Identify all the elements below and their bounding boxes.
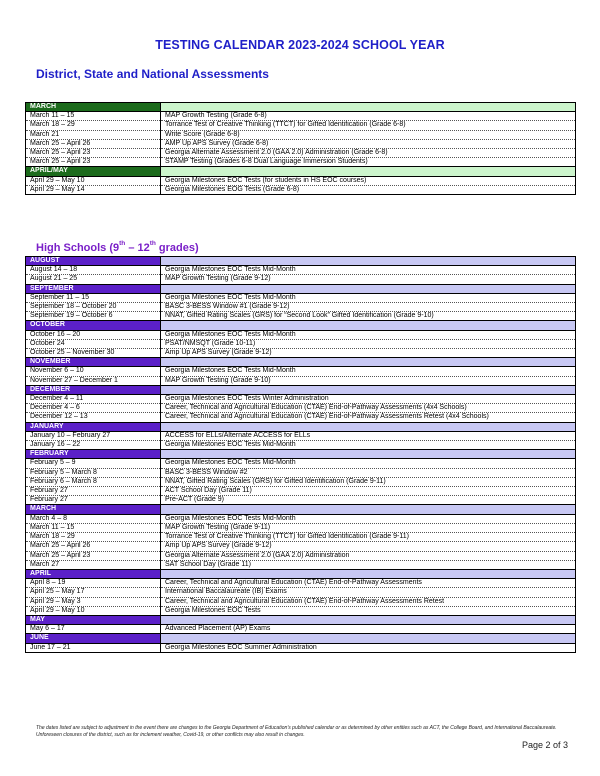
section-title-high-schools bbox=[36, 242, 199, 254]
footnote: The dates listed are subject to adjustment in the event there are changes to the Georgia Department of Education’s published calendar or as determined by other entities such as ACT, the College Board, and International Baccalaureate. Unforeseen closures of the district, such as for inclement weather, Covid-19, or other conflicts may also result in changes. bbox=[36, 725, 557, 738]
month-header-row bbox=[26, 569, 576, 578]
date-cell: January 10 – February 27 bbox=[26, 431, 161, 440]
assessment-cell: Career, Technical and Agricultural Education (CTAE) End-of-Pathway Assessments Retest bbox=[161, 597, 576, 606]
month-header: APRIL bbox=[26, 569, 161, 578]
date-cell: February 6 – March 8 bbox=[26, 477, 161, 486]
assessment-cell: Career, Technical and Agricultural Education (CTAE) End-of-Pathway Assessments (4x4 Schools) bbox=[161, 404, 576, 413]
month-header: SEPTEMBER bbox=[26, 284, 161, 293]
assessment-cell: Georgia Milestones EOC Tests Winter Administration bbox=[161, 395, 576, 404]
date-cell: August 14 – 18 bbox=[26, 266, 161, 275]
assessment-cell: BASC 3-BESS Window #2 bbox=[161, 468, 576, 477]
month-header: DECEMBER bbox=[26, 385, 161, 394]
hs-title-part: – 12 bbox=[125, 242, 150, 254]
assessment-cell: MAP Growth Testing (Grade 6-8) bbox=[161, 112, 576, 121]
page-title: TESTING CALENDAR 2023-2024 SCHOOL YEAR bbox=[155, 38, 445, 52]
assessment-cell: NNAT, Gifted Rating Scales (GRS) for “Second Look” Gifted Identification (Grade 9-10) bbox=[161, 312, 576, 321]
table-row bbox=[26, 121, 576, 130]
table-row bbox=[26, 459, 576, 468]
date-cell: February 5 – 9 bbox=[26, 459, 161, 468]
assessment-cell: Georgia Milestones EOG Tests (Grade 6-8) bbox=[161, 185, 576, 194]
date-cell: February 27 bbox=[26, 496, 161, 505]
month-header-fill bbox=[161, 358, 576, 367]
assessment-cell: AMP Up APS Survey (Grade 6-8) bbox=[161, 139, 576, 148]
assessment-cell: Career, Technical and Agricultural Education (CTAE) End-of-Pathway Assessments bbox=[161, 579, 576, 588]
table-row bbox=[26, 312, 576, 321]
month-header-row bbox=[26, 167, 576, 176]
assessment-cell: Georgia Alternate Assessment 2.0 (GAA 2.0) Administration bbox=[161, 551, 576, 560]
table-row bbox=[26, 330, 576, 339]
month-header-row bbox=[26, 284, 576, 293]
assessment-cell: Amp Up APS Survey (Grade 9-12) bbox=[161, 542, 576, 551]
high-school-assessments-table bbox=[25, 256, 576, 653]
hs-title-part: grades) bbox=[155, 242, 199, 254]
date-cell: March 25 – April 26 bbox=[26, 139, 161, 148]
date-cell: May 6 – 17 bbox=[26, 625, 161, 634]
date-cell: December 4 – 6 bbox=[26, 404, 161, 413]
month-header-fill bbox=[161, 634, 576, 643]
date-cell: March 18 – 29 bbox=[26, 533, 161, 542]
month-header-fill bbox=[161, 615, 576, 624]
date-cell: April 29 – May 10 bbox=[26, 176, 161, 185]
month-header-row bbox=[26, 615, 576, 624]
section-title-district: District, State and National Assessments bbox=[36, 67, 269, 81]
table-row bbox=[26, 431, 576, 440]
assessment-cell: ACCESS for ELLs/Alternate ACCESS for ELLs bbox=[161, 431, 576, 440]
month-header-row bbox=[26, 257, 576, 266]
page-number: Page 2 of 3 bbox=[521, 740, 568, 750]
month-header-fill bbox=[161, 385, 576, 394]
table-row bbox=[26, 158, 576, 167]
assessment-cell: SAT School Day (Grade 11) bbox=[161, 560, 576, 569]
month-header: APRIL/MAY bbox=[26, 167, 161, 176]
hs-title-part: High Schools (9 bbox=[36, 242, 120, 254]
date-cell: August 21 – 25 bbox=[26, 275, 161, 284]
assessment-cell: Torrance Test of Creative Thinking (TTCT) for Gifted Identification (Grade 9-11) bbox=[161, 533, 576, 542]
date-cell: April 29 – May 14 bbox=[26, 185, 161, 194]
table-row bbox=[26, 303, 576, 312]
table-row bbox=[26, 349, 576, 358]
table-row bbox=[26, 551, 576, 560]
assessment-cell: MAP Growth Testing (Grade 9-10) bbox=[161, 376, 576, 385]
assessment-cell: Georgia Milestones EOC Tests Mid-Month bbox=[161, 330, 576, 339]
month-header-row bbox=[26, 321, 576, 330]
month-header-fill bbox=[161, 167, 576, 176]
assessment-cell: MAP Growth Testing (Grade 9-12) bbox=[161, 275, 576, 284]
assessment-cell: Georgia Milestones EOC Tests Mid-Month bbox=[161, 441, 576, 450]
assessment-cell: Georgia Milestones EOC Tests Mid-Month bbox=[161, 367, 576, 376]
table-row bbox=[26, 441, 576, 450]
date-cell: September 11 – 15 bbox=[26, 293, 161, 302]
date-cell: March 25 – April 26 bbox=[26, 542, 161, 551]
month-header-row bbox=[26, 422, 576, 431]
assessment-cell: Amp Up APS Survey (Grade 9-12) bbox=[161, 349, 576, 358]
table-row bbox=[26, 579, 576, 588]
assessment-cell: STAMP Testing (Grades 6-8 Dual Language Immersion Students) bbox=[161, 158, 576, 167]
month-header-fill bbox=[161, 450, 576, 459]
assessment-cell: ACT School Day (Grade 11) bbox=[161, 487, 576, 496]
table-row bbox=[26, 514, 576, 523]
table-row bbox=[26, 149, 576, 158]
table-row bbox=[26, 496, 576, 505]
date-cell: March 4 – 8 bbox=[26, 514, 161, 523]
table-row bbox=[26, 395, 576, 404]
date-cell: March 25 – April 23 bbox=[26, 158, 161, 167]
date-cell: December 12 – 13 bbox=[26, 413, 161, 422]
month-header: FEBRUARY bbox=[26, 450, 161, 459]
date-cell: November 6 – 10 bbox=[26, 367, 161, 376]
table-row bbox=[26, 176, 576, 185]
month-header: NOVEMBER bbox=[26, 358, 161, 367]
assessment-cell: Georgia Alternate Assessment 2.0 (GAA 2.0) Administration (Grade 6-8) bbox=[161, 149, 576, 158]
table-row bbox=[26, 293, 576, 302]
assessment-cell: Georgia Milestones EOC Tests Mid-Month bbox=[161, 293, 576, 302]
table-row bbox=[26, 468, 576, 477]
table-row bbox=[26, 625, 576, 634]
table-row bbox=[26, 487, 576, 496]
table-row bbox=[26, 477, 576, 486]
date-cell: October 16 – 20 bbox=[26, 330, 161, 339]
date-cell: March 25 – April 23 bbox=[26, 551, 161, 560]
date-cell: March 21 bbox=[26, 130, 161, 139]
date-cell: January 16 – 22 bbox=[26, 441, 161, 450]
date-cell: September 19 – October 6 bbox=[26, 312, 161, 321]
table-row bbox=[26, 588, 576, 597]
date-cell: March 18 – 29 bbox=[26, 121, 161, 130]
month-header: MARCH bbox=[26, 505, 161, 514]
month-header-row bbox=[26, 385, 576, 394]
month-header-fill bbox=[161, 321, 576, 330]
assessment-cell: Write Score (Grade 6-8) bbox=[161, 130, 576, 139]
date-cell: October 24 bbox=[26, 339, 161, 348]
month-header-fill bbox=[161, 422, 576, 431]
date-cell: December 4 – 11 bbox=[26, 395, 161, 404]
date-cell: April 29 – May 10 bbox=[26, 606, 161, 615]
date-cell: November 27 – December 1 bbox=[26, 376, 161, 385]
date-cell: March 27 bbox=[26, 560, 161, 569]
date-cell: October 25 – November 30 bbox=[26, 349, 161, 358]
district-assessments-table bbox=[25, 102, 576, 195]
month-header: AUGUST bbox=[26, 257, 161, 266]
table-row bbox=[26, 404, 576, 413]
date-cell: March 11 – 15 bbox=[26, 112, 161, 121]
table-row bbox=[26, 523, 576, 532]
month-header-row bbox=[26, 634, 576, 643]
table-row bbox=[26, 367, 576, 376]
table-row bbox=[26, 606, 576, 615]
assessment-cell: Advanced Placement (AP) Exams bbox=[161, 625, 576, 634]
assessment-cell: Georgia Milestones EOC Tests (for students in HS EOC courses) bbox=[161, 176, 576, 185]
table-row bbox=[26, 597, 576, 606]
assessment-cell: International Baccalaureate (IB) Exams bbox=[161, 588, 576, 597]
table-row bbox=[26, 643, 576, 652]
table-row bbox=[26, 275, 576, 284]
table-row bbox=[26, 266, 576, 275]
table-row bbox=[26, 376, 576, 385]
month-header: MAY bbox=[26, 615, 161, 624]
date-cell: April 25 – May 17 bbox=[26, 588, 161, 597]
month-header-row bbox=[26, 450, 576, 459]
assessment-cell: Georgia Milestones EOC Summer Administration bbox=[161, 643, 576, 652]
month-header-row bbox=[26, 103, 576, 112]
assessment-cell: Georgia Milestones EOC Tests Mid-Month bbox=[161, 514, 576, 523]
date-cell: April 8 – 19 bbox=[26, 579, 161, 588]
hs-title-sup: th bbox=[119, 240, 126, 247]
date-cell: June 17 – 21 bbox=[26, 643, 161, 652]
month-header-row bbox=[26, 358, 576, 367]
table-row bbox=[26, 139, 576, 148]
assessment-cell: MAP Growth Testing (Grade 9-11) bbox=[161, 523, 576, 532]
hs-title-sup: th bbox=[149, 240, 156, 247]
assessment-cell: Pre-ACT (Grade 9) bbox=[161, 496, 576, 505]
month-header-row bbox=[26, 505, 576, 514]
assessment-cell: Torrance Test of Creative Thinking (TTCT) for Gifted Identification (Grade 6-8) bbox=[161, 121, 576, 130]
table-row bbox=[26, 339, 576, 348]
table-row bbox=[26, 185, 576, 194]
table-row bbox=[26, 130, 576, 139]
month-header: JANUARY bbox=[26, 422, 161, 431]
assessment-cell: PSAT/NMSQT (Grade 10-11) bbox=[161, 339, 576, 348]
month-header: OCTOBER bbox=[26, 321, 161, 330]
assessment-cell: Georgia Milestones EOC Tests Mid-Month bbox=[161, 459, 576, 468]
assessment-cell: Georgia Milestones EOC Tests Mid-Month bbox=[161, 266, 576, 275]
table-row bbox=[26, 533, 576, 542]
month-header-fill bbox=[161, 257, 576, 266]
assessment-cell: Career, Technical and Agricultural Education (CTAE) End-of-Pathway Assessments Retest (4x4 Schools) bbox=[161, 413, 576, 422]
date-cell: April 29 – May 3 bbox=[26, 597, 161, 606]
assessment-cell: NNAT, Gifted Rating Scales (GRS) for Gifted Identification (Grade 9-11) bbox=[161, 477, 576, 486]
table-row bbox=[26, 542, 576, 551]
date-cell: September 18 – October 20 bbox=[26, 303, 161, 312]
date-cell: March 25 – April 23 bbox=[26, 149, 161, 158]
date-cell: February 5 – March 8 bbox=[26, 468, 161, 477]
month-header: JUNE bbox=[26, 634, 161, 643]
month-header-fill bbox=[161, 505, 576, 514]
table-row bbox=[26, 413, 576, 422]
assessment-cell: Georgia Milestones EOC Tests bbox=[161, 606, 576, 615]
table-row bbox=[26, 112, 576, 121]
month-header-fill bbox=[161, 103, 576, 112]
month-header-fill bbox=[161, 284, 576, 293]
month-header-fill bbox=[161, 569, 576, 578]
assessment-cell: BASC 3-BESS Window #1 (Grade 9-12) bbox=[161, 303, 576, 312]
date-cell: March 11 – 15 bbox=[26, 523, 161, 532]
month-header: MARCH bbox=[26, 103, 161, 112]
table-row bbox=[26, 560, 576, 569]
date-cell: February 27 bbox=[26, 487, 161, 496]
